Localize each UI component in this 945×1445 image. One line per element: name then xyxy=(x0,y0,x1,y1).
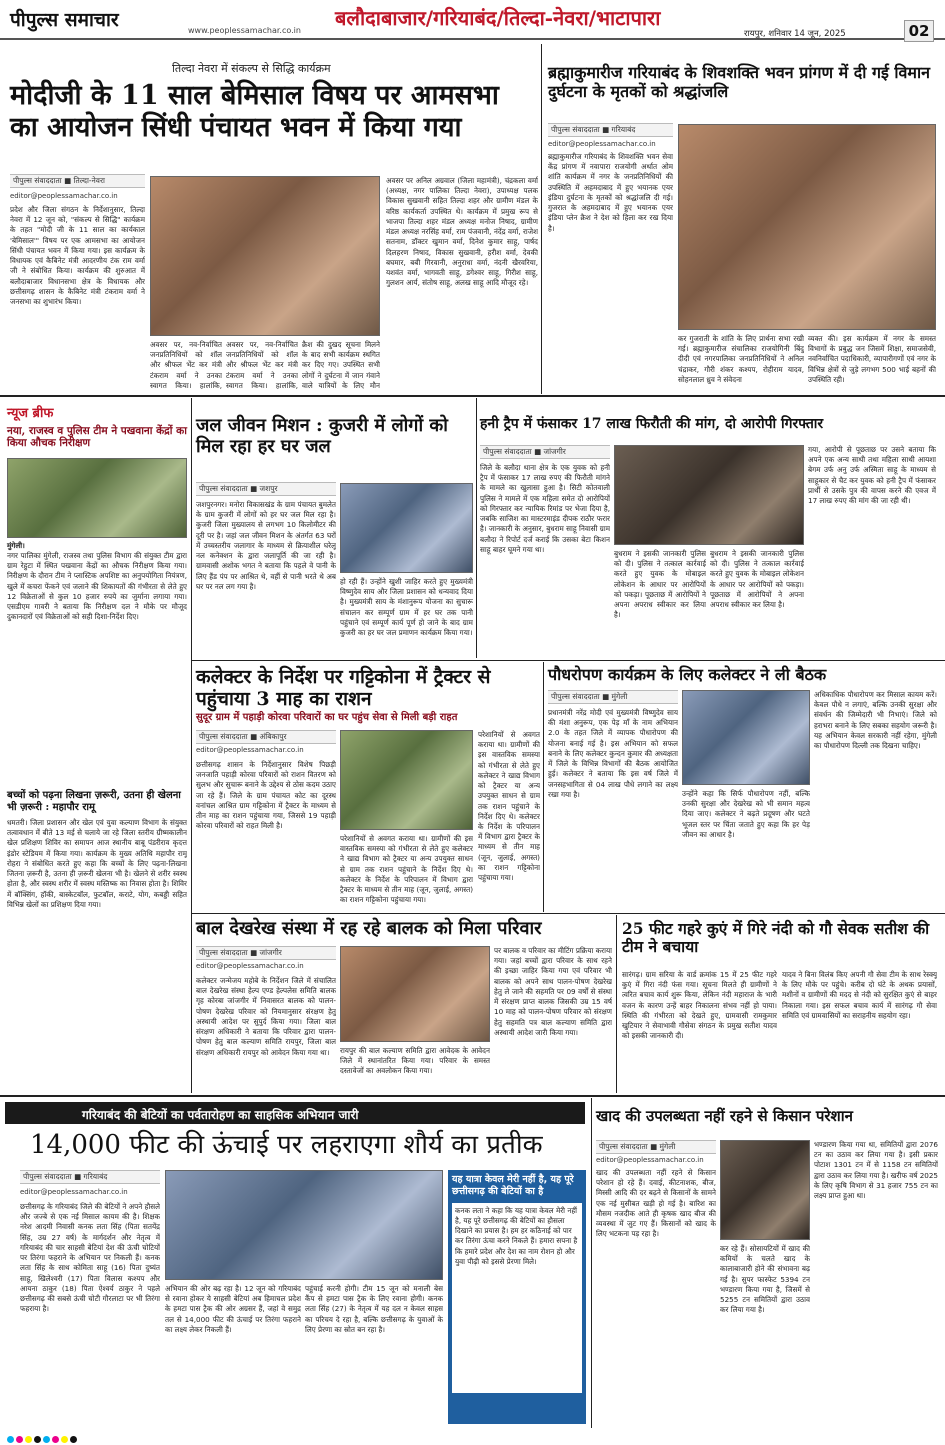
article-body: हो रही हैं। उन्होंने खुशी जाहिर करते हुए मुख्यमंत्री विष्णुदेव साय और जिला प्रशासन को धन्यवाद दिया है। मुख्यमंत्री साय के मंशानुरूप योजना का सुचारू संचालन कर सम्पूर्ण ग्राम में हर घर तक पानी पहुंचाने एवं सम्पूर्ण कार्य पूर्ण हो जाने के बाद ग्राम कुजरी का हर घर जल प्रमाणन कार्यक्रम किया गया। xyxy=(340,577,473,638)
article-email[interactable]: editor@peoplessamachar.co.in xyxy=(596,1156,704,1164)
article-byline: पीपुल्स संवाददाता ■ जांजगीर xyxy=(480,445,610,459)
article-headline: मोदीजी के 11 साल बेमिसाल विषय पर आमसभा का आयोजन सिंधी पंचायत भवन में किया गया xyxy=(10,80,499,143)
article-body: जिले के बलौदा थाना क्षेत्र के एक युवक को हनी ट्रैप में फंसाकर 17 लाख रुपए की फिरौती मांगने के मामले का खुलासा हुआ है। सिटी कोतवाली पुलिस ने मामले में एक महिला समेत दो आरोपियों को गिरफ्तार कर न्यायिक रिमांड पर भेजा दिया है, जबकि साजिश का मास्टरमाइंड दीपक राठौर फरार है। जानकारी के अनुसार, बुधराम साहू निवासी ग्राम बलौदा ने रिपोर्ट दर्ज कराई कि उसका बेटा किशन साहू बाहर घूमने गया था। xyxy=(480,463,610,554)
brief-body: धमतरी। जिला प्रशासन और खेल एवं युवा कल्याण विभाग के संयुक्त तत्वावधान में बीते 13 मई से चलाये जा रहे जिला स्तरीय ग्रीष्मकालीन खेल प्रशिक्षण शिविर का समापन आज स्थानीय बाबू पंडरीराव कृदत्त इंडोर स्टेडियम में किया गया। कार्यक्रम के मुख्य अतिथि महापौर रामू रोहरा ने संबोधित करते हुए कहा कि बच्चों के लिए पढ़ना-लिखना जितना ज़रूरी है, उतना ही ज़रूरी खेलना भी है। खेलने से शरीर स्वस्थ होता है, और स्वस्थ शरीर में स्वस्थ मस्तिष्क का निवास होता है। शिविर में बॉक्सिंग, हॉकी, बास्केटबॉल, फुटबॉल, कराटे, योग, कबड्डी सहित विभिन्न खेलों का प्रशिक्षण दिया गया। xyxy=(7,818,187,909)
cyan-dot xyxy=(7,1436,14,1443)
dateline: रायपुर, शनिवार 14 जून, 2025 xyxy=(744,29,846,39)
article-byline: पीपुल्स संवाददाता ■ मुंगेली xyxy=(596,1140,716,1154)
article-headline: 14,000 फीट की ऊंचाई पर लहराएगा शौर्य का प्रतीक xyxy=(30,1130,543,1160)
yellow-dot xyxy=(61,1436,68,1443)
print-registration-marks xyxy=(0,1431,945,1445)
article-body: सारंगढ़। ग्राम सरिया के वार्ड क्रमांक 15 में 25 फीट गहरे कुएं में गिरा नंदी फंस गया। सूचना मिलते ही ग्रामीणों ने त्वरित बचाव कार्य शुरू किया, लेकिन नंदी महाराज के भारी वजन के कारण उन्हें बाहर निकालना संभव नहीं हो पाया। स्थिति की गंभीरता को देखते हुए, ग्रामवासी रामकुमार खुटियार ने सेवाभावी गौसेवा संगठन के प्रमुख सतीश यादव को इसकी जानकारी दी। xyxy=(622,970,777,1041)
quote-body: कनक लता ने कहा कि यह यात्रा केवल मेरी नहीं है, यह पूरे छत्तीसगढ़ की बेटियों का हौसला दिखाने का प्रयास है। हम हर कठिनाई को पार कर तिरंगा ऊंचा करने निकले हैं। हमारा सपना है कि हमारे प्रदेश और देश का नाम रोशन हो और युवा पीढ़ी को इससे प्रेरणा मिले। xyxy=(452,1203,582,1393)
brief-place: मुंगेली। xyxy=(7,541,25,550)
article-photo xyxy=(720,1140,810,1240)
article-kicker: गरियाबंद की बेटियों का पर्वतारोहण का साहसिक अभियान जारी xyxy=(82,1108,359,1122)
page-number: 02 xyxy=(904,20,934,42)
article-body: कलेक्टर जन्मेजय महोबे के निर्देशन जिले में संचालित बाल देखरेख संस्था हेल्प एण्ड हेल्पलेस समिति बालक गृह कोरबा जांजगीर में निवासरत बालक को पालन-पोषण देखरेख परिवार को नियमानुसार संरक्षण हेतु अस्थायी आदेश पर सुपुर्द किया गया। जिला बाल संरक्षण अधिकारी ने बताया कि परिवार द्वारा पालन-पोषण हेतु बाल कल्याण समिति रायपुर, जिला बाल संरक्षण अधिकारी रायपुर को आवेदन किया गया था। xyxy=(196,976,336,1057)
article-photo xyxy=(340,946,490,1042)
section-title: बलौदाबाजार/गरियाबंद/तिल्दा-नेवरा/भाटापारा xyxy=(335,6,661,30)
article-headline: ब्रह्माकुमारीज गरियाबंद के शिवशक्ति भवन प्रांगण में दी गई विमान दुर्घटना के मृतकों को श्रद्धांजलि xyxy=(548,63,931,101)
article-byline: पीपुल्स संवाददाता ■ मुंगेली xyxy=(548,690,678,704)
column-divider xyxy=(616,915,617,1093)
article-body: परेशानियों से अवगत कराया था। ग्रामीणों की इस वास्तविक समस्या को गंभीरता से लेते हुए कलेक्टर ने खाद्य विभाग को ट्रैक्टर या अन्य उपयुक्त साधन से ग्राम तक राशन पहुंचाने के निर्देश दिए थे। कलेक्टर के निर्देश के परिपालन में विभाग द्वारा ट्रैक्टर के माध्यम से तीन माह (जून, जुलाई, अगस्त) का राशन गट्टिकोना पहुंचाया गया। xyxy=(478,730,540,883)
section-divider xyxy=(192,913,945,914)
article-byline: पीपुल्स संवाददाता ■ तिल्दा-नेवरा xyxy=(10,174,145,188)
article-body: जशपुरनगर। मनोरा विकासखंड के ग्राम पंचायत बुमलेत के ग्राम कुजरी में लोगों को हर घर जल मिल रहा है। कुजरी जिला मुख्यालय से लगभग 10 किलोमीटर की दूरी पर है। जहां जल जीवन मिशन के अंतर्गत 63 घरों में उच्चस्तरीय जलागार के माध्यम से क्रियाशील घरेलू नल कनेक्शन के द्वारा जलापूर्ति की जा रही है। ग्रामवासी अशोक भगत ने बताया कि पहले वे पानी के लिए हैंड पंप पर आश्रित थे, वहीं से पानी भरते थे अब घर पर नल लग गया है। xyxy=(196,500,336,591)
article-headline: जल जीवन मिशन : कुजरी में लोगों को मिल रहा हर घर जल xyxy=(196,415,448,458)
article-body: छत्तीसगढ़ शासन के निर्देशानुसार विशेष पिछड़ी जनजाति पहाड़ी कोरवा परिवारों को राशन वितरण को सुलभ और सुचारू बनाने के उद्देश्य से ठोस कदम उठाए जा रहे हैं। जिले के ग्राम पंचायत कोट का दूरस्थ वनांचल आश्रित ग्राम गट्टिकोना में ट्रैक्टर के माध्यम से तीन माह का राशन पहुंचाया गया, जिससे 19 पहाड़ी कोरवा परिवारों को राहत मिली है। xyxy=(196,760,336,831)
column-divider xyxy=(543,662,544,912)
article-photo xyxy=(165,1170,443,1280)
article-byline: पीपुल्स संवाददाता ■ अंबिकापुर xyxy=(196,730,336,744)
article-photo xyxy=(150,176,380,336)
website-url[interactable]: www.peoplessamachar.co.in xyxy=(188,26,301,35)
article-body: अधिकाधिक पौधारोपण कर मिसाल कायम करें। केवल पौधे न लगाएं, बल्कि उनकी सुरक्षा और संवर्धन की जिम्मेदारी भी निभाएं। जिले को हराभरा बनाने के लिए सबका सहयोग जरूरी है। यह अभियान केवल सरकारी नहीं रहेगा, मुंगेली का पौधारोपण दिल्ली तक दिखना चाहिए। xyxy=(814,690,937,751)
column-divider xyxy=(476,398,477,658)
article-body: परेशानियों से अवगत कराया था। ग्रामीणों की इस वास्तविक समस्या को गंभीरता से लेते हुए कलेक्टर ने खाद्य विभाग को ट्रैक्टर या अन्य उपयुक्त साधन से ग्राम तक राशन पहुंचाने के निर्देश दिए थे। कलेक्टर के निर्देश के परिपालन में विभाग द्वारा ट्रैक्टर के माध्यम से तीन माह (जून, जुलाई, अगस्त) का राशन गट्टिकोना पहुंचाया गया। xyxy=(340,834,473,905)
article-body: गया, आरोपी से पूछताछ पर उसने बताया कि अपने एक अन्य साथी तथा महिला साथी आयशा बेगम उर्फ अनु उर्फ अस्मिता साहू के माध्यम से साहूकार से चैट कर युवक को हनी ट्रैप में फंसाकर प्रार्थी से उसके पुत्र की वापस करने की एवज में 17 लाख रुपए की मांग की जा रही थी। xyxy=(808,445,936,506)
article-body: बुधराम ने इसकी जानकारी पुलिस को दी। पुलिस ने तत्काल कार्रवाई करते हुए युवक के मोबाइल लोकेशन के आधार पर आरोपियों को पकड़ा। पूछताछ में आरोपियों ने अपना अपराध स्वीकार कर लिया है। xyxy=(710,549,804,610)
article-headline: 25 फीट गहरे कुएं में गिरे नंदी को गौ सेवक सतीश की टीम ने बचाया xyxy=(622,919,930,957)
article-photo xyxy=(340,483,473,573)
article-body: प्रदेश और जिला संगठन के निर्देशानुसार, तिल्दा नेवरा में 12 जून को, "संकल्प से सिद्धि" कार्यक्रम के तहत "मोदी जी के 11 साल का कार्यकाल 'बेमिसाल'" विषय पर एक आमसभा का आयोजन सिंधी पंचायत भवन में किया गया। इस कार्यक्रम के विधायक एवं कैबिनेट मंत्री आदरणीय टंक राम वर्मा जी ने संबोधित किया। कार्यक्रम की शुरुआत में बलौदाबाजार विधानसभा क्षेत्र के विधायक और छत्तीसगढ़ शासन के कैबिनेट मंत्री टंकराम वर्मा ने जनसभा का शुभारंभ किया। xyxy=(10,205,145,306)
article-byline: पीपुल्स संवाददाता ■ जांजगीर xyxy=(196,946,336,960)
article-email[interactable]: editor@peoplessamachar.co.in xyxy=(196,746,304,754)
article-body: क्रैश की दुखद सूचना मिलने के बाद सभी कार्यक्रम स्थगित कर दिए गए। उपस्थित सभी लोगों ने दुर्घटना में जान गंवाने वाले यात्रियों के लिए मौन xyxy=(302,340,380,390)
brief-subheadline: बच्चों को पढ़ना लिखना ज़रूरी, उतना ही खेलना भी ज़रूरी : महापौर रामू xyxy=(7,790,181,813)
section-divider xyxy=(0,395,945,397)
section-divider xyxy=(192,660,945,661)
article-body: अभियान की ओर बढ़ रहा है। 12 जून को गरियाबंद से रवाना होकर ये साहसी बेटियां अब हिमाचल प्रदेश के हमटा पास ट्रैक की ओर अग्रसर हैं, जहां वे समुद्र तल से 14,000 फीट की ऊंचाई पर तिरंगा फहराने का लक्ष्य लेकर निकली हैं। xyxy=(165,1284,301,1334)
cyan-dot xyxy=(43,1436,50,1443)
article-email[interactable]: editor@peoplessamachar.co.in xyxy=(548,140,656,148)
article-body: अवसर पर, नव-निर्वाचित जनप्रतिनिधियों को शॉल और श्रीफल भेंट कर मंत्री टंकराम वर्मा ने उनका स्वागत किया। हालांकि, xyxy=(150,340,222,390)
article-headline: कलेक्टर के निर्देश पर गट्टिकोना में ट्रैक्टर से पहुंचाया 3 माह का राशन xyxy=(196,666,491,711)
article-body: बुधराम ने इसकी जानकारी पुलिस को दी। पुलिस ने तत्काल कार्रवाई करते हुए युवक के मोबाइल लोकेशन के आधार पर आरोपियों को पकड़ा। पूछताछ में आरोपियों ने अपना अपराध स्वीकार कर लिया है। xyxy=(614,549,706,620)
section-divider xyxy=(0,1095,945,1097)
article-byline: पीपुल्स संवाददाता ■ गरियाबंद xyxy=(20,1170,160,1184)
article-body: प्रधानमंत्री नरेंद्र मोदी एवं मुख्यमंत्री विष्णुदेव साय की मंशा अनुरूप, एक पेड़ माँ के नाम अभियान 2.0 के तहत जिले में व्यापक पौधारोपण की योजना बनाई गई है। इस अभियान को सफल बनाने के लिए कलेक्टर कुन्दन कुमार की अध्यक्षता में जिले के विभिन्न विभागों की बैठक आयोजित हुई। कलेक्टर ने बताया कि इस वर्ष जिले में जनसहभागिता से 04 लाख पौधे लगाने का लक्ष्य रखा गया है। xyxy=(548,708,678,799)
article-body: उन्होंने कहा कि सिर्फ पौधारोपण नहीं, बल्कि उनकी सुरक्षा और देखरेख को भी समान महत्व दिया जाए। कलेक्टर ने बढ़ते प्रदूषण और घटते भूजल स्तर पर चिंता जताते हुए कहा कि हर पेड़ जीवन का आधार है। xyxy=(682,789,810,839)
article-byline: पीपुल्स संवाददाता ■ गरियाबंद xyxy=(548,123,673,137)
news-brief-label: न्यूज ब्रीफ xyxy=(7,406,54,421)
article-kicker: तिल्दा नेवरा में संकल्प से सिद्धि कार्यक्रम xyxy=(172,62,331,75)
article-body: अवसर पर अनिल अग्रवाल (जिला महामंत्री), चंद्रकला वर्मा (अध्यक्ष, नगर पालिका तिल्दा नेवरा), उपाध्यक्ष पलक विकास सुखवानी सहित तिल्दा शहर और ग्रामीण मंडल के वरिष्ठ कार्यकर्ता उपस्थित थे। कार्यक्रम में प्रमुख रूप से भाजपा तिल्दा शहर मंडल अध्यक्ष मनोज निषाद, ग्रामीण मंडल अध्यक्ष नरसिंह वर्मा, राम पंजवानी, नंदेंद्र वर्मा, राजेश सतनाम, डॉक्टर खुमान वर्मा, दिनेश कुमार साहू, पार्षद दिलहरण निषाद, विकास सुखवानी, हरीश वर्मा, देवकी बघमार, बबी गिरवानी, अनुराधा वर्मा, नंदनी खैरवरिया, यशवंत वर्मा, भागवती साहू, डगेश्वर साहू, गिरीश साहू, गुलशन आर्य, संतोष साहू, अलख साहू आदि मौजूद रहे। xyxy=(386,176,538,288)
article-email[interactable]: editor@peoplessamachar.co.in xyxy=(196,962,304,970)
masthead xyxy=(0,0,945,40)
magenta-dot xyxy=(16,1436,23,1443)
article-body: पर बालक व परिवार का मीटिंग प्रक्रिया कराया गया। जहां बच्चों द्वारा परिवार के साथ रहने की इच्छा जाहिर किया गया एवं परिवार भी बालक को अपने साथ पालन-पोषण देखरेख हेतु ले जाने की सहमति पर 09 वर्षों से संस्था में संरक्षण प्राप्त बालक जिसकी उम्र 15 वर्ष 10 माह को पालन-पोषण परिवार को संरक्षण हेतु सहमति पत्र बाल कल्याण समिति द्वारा अस्थायी आदेश जारी किया गया। xyxy=(494,946,612,1037)
brief-body: नगर पालिका मुंगेली, राजस्व तथा पुलिस विभाग की संयुक्त टीम द्वारा ग्राम रेहुटा में स्थित पखवाना केंद्रों का औचक निरीक्षण किया गया। निरीक्षण के दौरान टीम ने प्लास्टिक अपशिष्ट का अनुपयोगिता नियंत्रण, खुले में कचरा फेंकने एवं जलाने की शिकायतों की गंभीरता से लेते हुए 12 विक्रेताओं से कुल 10 हजार रुपये का जुर्माना लगाया गया। एसडीएम गावरी ने बताया कि निरीक्षण दल ने मौके पर मौजूद दुकानदारों एवं विक्रेताओं को सही दिशा-निर्देश दिए। xyxy=(7,551,187,622)
article-body: पहुंचाई करनी होगी। टीम 15 जून को मनाली बेस कैंप से हमटा पास ट्रैक के लिए रवाना होगी। कनक लता सिंह (27) के नेतृत्व में यह दल न केवल साहस का परिचय दे रहा है, बल्कि छत्तीसगढ़ के युवाओं के लिए प्रेरणा का स्रोत बन रहा है। xyxy=(305,1284,443,1334)
article-body: व्यक्त की। इस कार्यक्रम में नगर के समस्त विभागों के प्रबुद्ध जन जिसमें शिक्षा, समाजसेवी, नवनिर्वाचित पदाधिकारी, व्यापारीगणों एवं नगर के विभिन्न क्षेत्रों से जुड़े लगभग 500 भाई बहनों की उपस्थिति रही। xyxy=(808,334,936,384)
article-email[interactable]: editor@peoplessamachar.co.in xyxy=(10,192,118,200)
brief-photo xyxy=(7,458,187,538)
column-divider xyxy=(541,44,542,394)
article-body: छत्तीसगढ़ के गरियाबंद जिले की बेटियों ने अपने हौसले और जज्बे से एक नई मिसाल कायम की है। शिक्षक नरेश आदमी निवासी कनक लता सिंह (पिता सतयेंद्र सिंह, उम्र 27 वर्ष) के मार्गदर्शन और नेतृत्व में गरियाबंद की चार साहसी बेटियां देश की ऊंची चोटियों पर तिरंगा फहराने के अभियान पर निकली हैं। कनक लता सिंह के साथ कोमिता साहू (16) पिता दुष्यंत साहू, खिलेश्वरी (17) पिता विलास कश्यप और आयना ठाकुर (18) पिता ऐश्वर्य ठाकुर ने पहले छत्तीसगढ़ की सबसे ऊंची चोटी गौरलाटा पर भी तिरंगा फहराया है। xyxy=(20,1202,160,1314)
article-headline: हनी ट्रैप में फंसाकर 17 लाख फिरौती की मांग, दो आरोपी गिरफ्तार xyxy=(480,416,824,432)
newspaper-logo: पीपुल्स समाचार xyxy=(10,9,119,31)
article-body: यादव ने बिना विलंब किए अपनी गौ सेवा टीम के साथ रेस्क्यू के लिए मौके पर पहुंचे। करीब दो घंटे के अथक प्रयासों, मशीनों व ग्रामीणों की मदद से नंदी को सुरक्षित कुएं से बाहर निकाला गया। इस सफल बचाव कार्य में सारंगढ़ गौ सेवा समिति एवं ग्रामवासियों का सराहनीय सहयोग रहा। xyxy=(782,970,937,1020)
column-divider xyxy=(191,398,192,1093)
column-divider xyxy=(591,1098,592,1428)
article-photo xyxy=(340,730,473,830)
article-body: अवसर पर, नव-निर्वाचित जनप्रतिनिधियों को शॉल और श्रीफल भेंट कर मंत्री टंकराम वर्मा ने उनका स्वागत किया। हालांकि, xyxy=(226,340,298,390)
photo-caption: रायपुर की बाल कल्याण समिति द्वारा आवेदक के आवेदन जिले में स्थानांतरित किया गया। परिवार के समस्त दस्तावेजों का अवलोकन किया गया। xyxy=(340,1046,490,1076)
article-body: खाद की उपलब्धता नहीं रहने से किसान परेशान हो रहे हैं। दवाई, कीटनाशक, बीज, मिस्सी आदि की दर बढ़ने से किसानों के सामने एक नई मुसीबत खड़ी हो गई है। बारिश का मौसम नजदीक आते ही कृषक खाद बीज की व्यवस्था में जुट गए हैं। किसानों को खाद के लिए भटकना पड़ रहा है। xyxy=(596,1168,716,1239)
article-body: कर गुजराती के शांति के लिए प्रार्थना सभा रखी गई। ब्रह्माकुमारीज संचालिका राजयोगिनी बिंदु दीदी एवं नगरपालिका जनप्रतिनिधियों ने अनिल चंद्राकर, गौरी शंकर कश्यप, रोहीराम यादव, सोहनलाल ध्रुव ने संवेदना xyxy=(678,334,804,384)
brief-headline: नया, राजस्व व पुलिस टीम ने पखवाना केंद्रों का किया औचक निरीक्षण xyxy=(7,425,187,450)
magenta-dot xyxy=(52,1436,59,1443)
article-headline: खाद की उपलब्धता नहीं रहने से किसान परेशान xyxy=(596,1107,853,1125)
article-headline: बाल देखरेख संस्था में रह रहे बालक को मिला परिवार xyxy=(196,918,542,939)
black-dot xyxy=(34,1436,41,1443)
black-dot xyxy=(70,1436,77,1443)
article-headline: पौधरोपण कार्यक्रम के लिए कलेक्टर ने ली बैठक xyxy=(548,665,827,684)
article-deck: सुदूर ग्राम में पहाड़ी कोरवा परिवारों का घर पहुंच सेवा से मिली बड़ी राहत xyxy=(196,712,458,723)
article-body: ब्रह्माकुमारीज गरियाबंद के शिवशक्ति भवन सेवा केंद्र प्रांगण में नवापारा राजयोगी अर्थात ओम शांति कार्यक्रम में नगर के जनप्रतिनिधियों की उपस्थिति में अहमदाबाद में हुए भयानक एयर इंडिया दुर्घटना के मृतकों को श्रद्धांजलि दी गई। गुजरात के अहमदाबाद में हुए भयानक एयर इंडिया प्लेन क्रैश ने देश को हिला कर रख दिया है। xyxy=(548,152,673,233)
article-photo xyxy=(614,445,804,545)
article-body: भण्डारण किया गया था, समितियों द्वारा 2076 टन का उठाव कर लिया गया है। इसी प्रकार पोटाश 1301 टन में से 1158 टन समितियों द्वारा उठाव कर लिया गया है। खरीफ वर्ष 2025 के लिए कृषि विभाग से 31 हजार 755 टन का लक्ष्य प्राप्त हुआ था। xyxy=(814,1140,938,1201)
article-photo xyxy=(678,124,936,330)
article-email[interactable]: editor@peoplessamachar.co.in xyxy=(20,1188,128,1196)
article-byline: पीपुल्स संवाददाता ■ जशपुर xyxy=(196,482,336,496)
article-photo xyxy=(682,690,810,785)
quote-title: यह यात्रा केवल मेरी नहीं है, यह पूरे छत्तीसगढ़ की बेटियों का है xyxy=(452,1174,574,1198)
quote-box xyxy=(448,1170,586,1424)
article-body: कर रहे हैं। सोसायटियों में खाद की कमियों के चलते खाद के कालाबाजारी होने की संभावना बढ़ गई है। सुपर फास्फेट 5394 टन भण्डारण किया गया है, जिसमें से 5255 टन समितियों द्वारा उठाव कर लिया गया है। xyxy=(720,1244,810,1315)
yellow-dot xyxy=(25,1436,32,1443)
